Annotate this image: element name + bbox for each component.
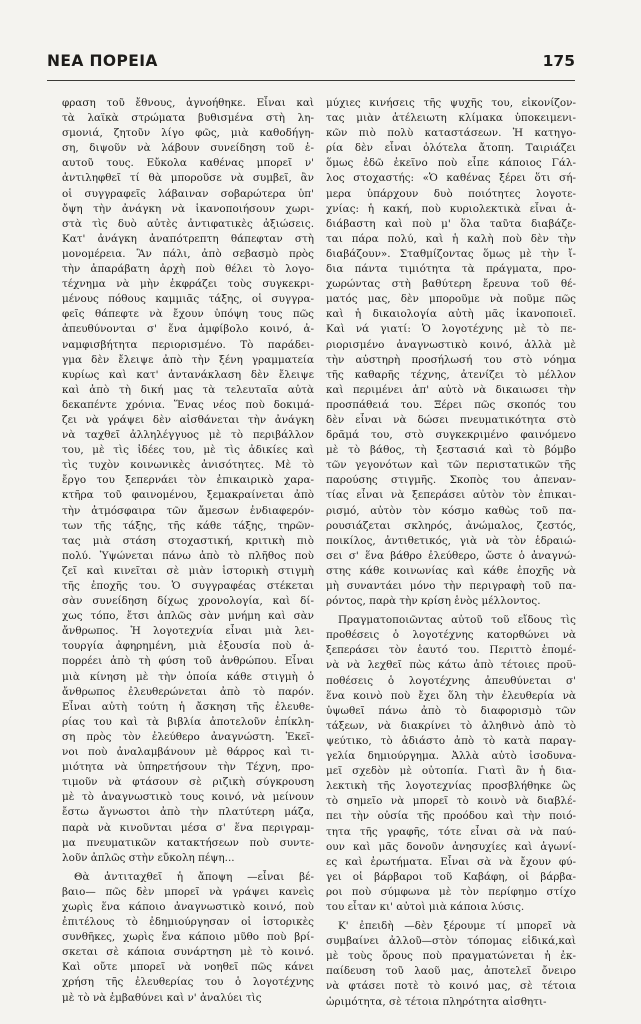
text-line: ἄνθρωπος ἐλευθερώνεται ἀπὸ τὸ παρόν. bbox=[62, 685, 314, 698]
text-line: μὴ συναντάει μόνο τὴν περιγραφὴ τοῦ πα- bbox=[326, 580, 576, 592]
text-line: ἀπευθύνονται σ' ἕνα ἀμφίβολο κοινό, ἀ- bbox=[62, 323, 314, 336]
text-line: μονομέρεια. Ἂν πάλι, ἀπὸ σεβασμὸ πρὸς bbox=[62, 247, 314, 260]
text-line: μύχιες κινήσεις τῆς ψυχῆς του, εἰκονίζον- bbox=[326, 97, 576, 109]
text-line: ἄνθρωπος. Ἡ λογοτεχνία εἶναι μιὰ λει- bbox=[62, 625, 314, 638]
text-line: ρία δὲν εἶναι ὁλότελα ἄτοπη. Ταιριάζει bbox=[326, 142, 576, 155]
text-line: δια πάντα τιμιότητα τὰ πράγματα, προ- bbox=[326, 263, 576, 276]
right-column bbox=[326, 96, 576, 1010]
text-line: ὅμως ἐδῶ ἐκεῖνο ποὺ εἶπε κάποιος Γάλ- bbox=[326, 157, 576, 170]
text-line: καὶ ἀπὸ τὴ δική μας τὰ τελευταῖα αὐτὰ bbox=[62, 383, 314, 396]
text-line: προσπάθειά του. Ξέρει πῶς σκοπός του bbox=[326, 398, 576, 411]
text-line: κῶν πιὸ πολὺ καταστάσεων. Ἡ κατηγο- bbox=[326, 127, 576, 140]
header-rule bbox=[47, 80, 575, 81]
text-line: τῆς ἐποχῆς του. Ὁ συγγραφέας στέκεται bbox=[62, 580, 314, 592]
text-line: ποθέσεις ὁ λογοτέχνης ἀπευθύνεται σ' bbox=[326, 674, 576, 687]
text-line: μένους πόθους καμμιᾶς τάξης, οἱ συγγρα- bbox=[62, 293, 314, 306]
text-line: λεκτικὴ τῆς λογοτεχνίας προσβλήθηκε ὣς bbox=[326, 780, 576, 793]
text-line: φεῖς θάπεφτε νὰ ἔχουν ὑπόψη τους πῶς bbox=[62, 308, 314, 321]
text-line: νοι ποὺ ἀναλαμβάνουν μὲ θάρρος καὶ τι- bbox=[62, 746, 314, 759]
text-line: μιὰ κίνηση μὲ τὴν ὁποία κάθε στιγμὴ ὁ bbox=[62, 670, 314, 683]
text-line: του εἶταν κι' αὐτοὶ μιὰ κάποια λύσις. bbox=[326, 900, 525, 913]
text-line: στης κάθε κοινωνίας καὶ κάθε ἐποχῆς νὰ bbox=[326, 564, 576, 577]
text-line: πορρέει ἀπὸ τὴ φύση τοῦ ἀνθρώπου. Εἶναι bbox=[62, 655, 314, 668]
text-line: ες καὶ ἐρωτήματα. Εἶναι σὰ νὰ ἔχουν φύ- bbox=[326, 855, 576, 868]
text-line: Καὶ οὔτε μπορεῖ νὰ νοηθεῖ πῶς κάνει bbox=[62, 961, 314, 974]
text-line: δεκαπέντε χρόνια. Ἕνας νέος ποὺ δοκιμά- bbox=[62, 398, 314, 411]
text-line: τιμοῦν νὰ φτάσουν σὲ ριζικὴ σύγκρουση bbox=[62, 776, 314, 789]
text-line: των τῆς τάξης, τῆς κάθε τάξης, τηρῶν- bbox=[62, 519, 314, 532]
text-line: ουν καὶ μᾶς δονοῦν ἀνησυχίες καὶ ἀγωνί- bbox=[326, 840, 576, 853]
text-line: συνθῆκες, χωρὶς ἕνα κάποιο μῦθο ποὺ βρί- bbox=[62, 931, 314, 944]
journal-title: ΝΕΑ ΠΟΡΕΙΑ bbox=[47, 52, 158, 70]
text-line: παρὰ νὰ κινοῦνται μέσα σ' ἕνα περιγραμ- bbox=[62, 821, 314, 834]
text-line: ροι ποὺ σύμφωνα μὲ τὸν περίφημο στίχο bbox=[326, 885, 576, 898]
text-line: φραση τοῦ ἔθνους, ἀγνοήθηκε. Εἶναι καὶ bbox=[62, 97, 314, 109]
text-line: τὴν ἀτμόσφαιρα τῶν ἄμεσων ἐνδιαφερόν- bbox=[62, 504, 314, 517]
text-line: σὰν συνείδηση δίχως χρονολογία, καὶ δί- bbox=[62, 595, 314, 608]
text-line: κτῆρα τοῦ φαινομένου, ξεμακραίνεται ἀπὸ bbox=[62, 489, 314, 502]
text-line: δὲν εἶναι νὰ δώσει πνευματικότητα στὸ bbox=[326, 413, 576, 426]
text-line: ὡριμότητα, σὲ τέτοια πληρότητα αἰσθητι- bbox=[326, 995, 547, 1008]
text-line: ματός μας, δὲν μποροῦμε νὰ ποῦμε πῶς bbox=[326, 293, 576, 306]
text-line: γει οἱ βάρβαροι τοῦ Καβάφη, οἱ βάρβα- bbox=[326, 870, 576, 883]
page-number: 175 bbox=[542, 52, 575, 70]
left-column bbox=[62, 96, 314, 1006]
text-line: ξεπεράσει τὸν ἑαυτό του. Περιττὸ ἐπομέ- bbox=[326, 644, 576, 657]
text-line: ἐπιτέλους τὸ ἐδημιούργησαν οἱ ἱστορικὲς bbox=[62, 916, 314, 929]
text-line: ζει νὰ γράψει δὲν αἰσθάνεται τὴν ἀνάγκη bbox=[62, 413, 314, 426]
text-line: τὸ σημεῖο νὰ μπορεῖ τὸ κοινὸ νὰ διαβλέ- bbox=[326, 795, 576, 808]
text-line: ρίας του καὶ τὰ βιβλία ἀποτελοῦν ἐπίκλη- bbox=[62, 715, 314, 728]
text-line: τας μιὰν ἀτέλειωτη κλίμακα ὑποκειμενι- bbox=[326, 112, 576, 125]
text-line: τὴν αὐστηρὴ προσήλωσή του στὸ νόημα bbox=[326, 353, 576, 366]
text-line: Κατ' ἀνάγκη ἀναπότρεπτη θάπεφταν στὴ bbox=[62, 232, 314, 245]
text-line: μὲ τὸ βάθος, τὴ ξεστασιά καὶ τὸ βόμβο bbox=[326, 444, 576, 457]
text-line: ριορισμένο ἀναγνωστικὸ κοινό, ἀλλὰ μὲ bbox=[326, 338, 576, 351]
paragraph bbox=[326, 613, 576, 915]
text-line: παίδευση τοῦ λαοῦ μας, ἀποτελεῖ ὄνειρο bbox=[326, 965, 576, 978]
text-line: σει σ' ἕνα βάθρο ἐλεύθερο, ὥστε ὁ ἀναγνώ- bbox=[326, 549, 576, 562]
text-line: κυρίως καὶ κατ' ἀντανάκλαση δὲν ἔλειψε bbox=[62, 368, 314, 381]
text-line: πολύ. Ὑψώνεται πάνω ἀπὸ τὸ πλῆθος ποὺ bbox=[62, 549, 314, 562]
text-line: τητα τῆς γραφῆς, τότε εἶναι σὰ νὰ παύ- bbox=[326, 825, 576, 838]
text-line: ὄψη τὴν ἀνάγκη νὰ ἱκανοποιήσουν χωρι- bbox=[62, 202, 314, 215]
text-line: τῶν γεγονότων καὶ τῶν περιστατικῶν τῆς bbox=[326, 459, 576, 472]
text-line: τέχνημα νὰ μὴν ἐκφράζει τοὺς συγκεκρι- bbox=[62, 278, 314, 291]
text-line: προθέσεις ὁ λογοτέχνης κατορθώνει νὰ bbox=[326, 629, 576, 642]
paragraph bbox=[62, 870, 314, 1006]
text-line: Θὰ ἀντιταχθεῖ ἡ ἄποψη —εἶναι βέ- bbox=[74, 870, 314, 883]
text-line: ση, διψοῦν νὰ λάβουν συνείδηση τοῦ ἑ- bbox=[62, 142, 314, 155]
text-line: ναμφισβήτητα περιορισμένο. Τὸ παράδει- bbox=[62, 338, 314, 351]
text-line: καὶ περιμένει ἀπ' αὐτὸ νὰ δικαιωσει τὴν bbox=[326, 383, 576, 396]
text-line: γμα δὲν ἔλειψε ἀπὸ τὴν ξένη γραμματεία bbox=[62, 353, 314, 366]
paragraph bbox=[62, 96, 314, 866]
text-line: μερα ὑπάρχουν δυὸ ποιότητες λογοτε- bbox=[326, 187, 576, 200]
text-line: τίας εἶναι νὰ ξεπεράσει αὐτὸν τὸν ἐπικαι- bbox=[326, 489, 576, 502]
text-line: τὴν ἀπαράβατη ἀρχὴ ποὺ θέλει τὸ λογο- bbox=[62, 263, 314, 276]
text-line: τουργία ἀφηρημένη, μιὰ ἐξουσία ποὺ ἀ- bbox=[62, 640, 314, 653]
text-line: του, μὲ τὶς ἰδέες του, μὲ τὶς ἀδικίες καὶ bbox=[62, 444, 314, 457]
text-line: παρούσης στιγμῆς. Σκοπὸς του ἀπεναν- bbox=[326, 474, 576, 487]
text-line: συμβαίνει ἀλλοῦ—στὸν τόπομας εἰδικά,καὶ bbox=[326, 935, 576, 948]
text-line: μὲ τὸ ἀναγνωστικὸ τους κοινό, νὰ μείνουν bbox=[62, 791, 314, 804]
text-line: χωρὶς ἕνα κάποιο ἀναγνωστικὸ κοινό, ποὺ bbox=[62, 900, 314, 913]
text-line: Εἶναι αὐτὴ τούτη ἡ ἄσκηση τῆς ἐλευθε- bbox=[62, 700, 314, 713]
text-line: ται πάρα πολύ, καὶ ἡ καλὴ ποὺ δὲν τὴν bbox=[326, 232, 576, 245]
text-line: μα πνευματικῶν κατακτήσεων ποὺ συντε- bbox=[62, 836, 314, 849]
text-line: χωρώντας στὴ βαθύτερη ἔρευνα τοῦ θέ- bbox=[326, 278, 576, 291]
text-line: χρήση τῆς ἐλευθερίας του ὁ λογοτέχνης bbox=[62, 976, 314, 989]
text-line: στὰ τὶς δυὸ αὐτὲς ἀντιφατικὲς ἀξιώσεις. bbox=[62, 217, 314, 230]
text-line: αυτοῦ τους. Εὔκολα καθένας μπορεῖ ν' bbox=[62, 157, 314, 170]
text-line: τας μιὰ στάση στοχαστική, κριτικὴ πιὸ bbox=[62, 534, 314, 547]
text-line: ἔργο του ξεπερνάει τὸν ἐπικαιρικὸ χαρα- bbox=[62, 474, 314, 487]
text-line: βαιο— πῶς δὲν μπορεῖ νὰ γράψει κανεὶς bbox=[62, 885, 314, 898]
text-line: χνίας: ἡ κακή, ποὺ κυριολεκτικὰ εἶναι ἀ- bbox=[326, 202, 576, 215]
text-line: ρόντος, παρὰ τὴν κρίση ἑνὸς μέλλοντος. bbox=[326, 595, 541, 608]
text-line: νὰ ταχθεῖ ἀλληλέγγυος μὲ τὸ περιβάλλον bbox=[62, 429, 314, 442]
text-line: ρουσιάζεται σκληρός, ἀνώμαλος, ζεστός, bbox=[326, 519, 576, 532]
text-line: σκεται σὲ κάποια συνάρτηση μὲ τὸ κοινό. bbox=[62, 946, 314, 959]
text-line: νὰ φτάσει ποτὲ τὸ κοινό μας, σὲ τέτοια bbox=[326, 980, 576, 993]
text-line: λοῦν ἀπλῶς στὴν εὔκολη πέψη... bbox=[62, 851, 235, 864]
text-line: ἔστω ἄγνωστοι ἀπὸ τὴν πλατύτερη μάζα, bbox=[62, 806, 314, 819]
text-line: μὲ τοὺς ὅρους ποὺ πραγματώνεται ἡ ἐκ- bbox=[326, 950, 576, 963]
text-line: ἀντιληφθεῖ τί θὰ μποροῦσε νὰ συμβεῖ, ἂν bbox=[62, 172, 314, 185]
text-line: Καὶ νά γιατί: Ὁ λογοτέχνης μὲ τὸ πε- bbox=[326, 323, 576, 336]
text-line: διάβαστη καὶ ποὺ μ' ὅλα ταῦτα διαβάζε- bbox=[326, 217, 576, 230]
paragraph bbox=[326, 96, 576, 609]
text-line: γελία δημιούργημα. Ἀλλὰ αὐτὸ ἰσοδυνα- bbox=[326, 750, 576, 763]
text-line: ὑψωθεῖ πάνω ἀπὸ τὸ διαφορισμὸ τῶν bbox=[326, 704, 576, 717]
text-line: οἱ συγγραφεῖς λάβαιναν σοβαρώτερα ὑπ' bbox=[62, 187, 314, 200]
text-line: δρᾶμά του, στὸ συγκεκριμένο φαινόμενο bbox=[326, 429, 576, 442]
text-line: μεῖ σχεδὸν μὲ οὐτοπία. Γιατὶ ἂν ἡ δια- bbox=[326, 765, 576, 778]
text-line: τάξεων, νὰ διακρίνει τὸ ἀληθινὸ ἀπὸ τὸ bbox=[326, 719, 576, 732]
text-line: ἕνα κοινὸ ποὺ ἔχει ὅλη τὴν ἐλευθερία νὰ bbox=[326, 689, 576, 702]
text-line: τῆς καθαρῆς τέχνης, ἀτενίζει τὸ μέλλον bbox=[326, 368, 576, 381]
text-line: ρισμό, αὐτὸν τὸν κόσμο καθὼς τοῦ πα- bbox=[326, 504, 576, 517]
text-line: ζεῖ καὶ κινεῖται σὲ μιὰν ἱστορικὴ στιγμὴ bbox=[62, 564, 314, 577]
text-line: σμονιά, ζητοῦν λίγο φῶς, μιὰ καθοδήγη- bbox=[62, 127, 314, 140]
text-line: τὰ λαϊκὰ στρώματα βυθισμένα στὴ λη- bbox=[62, 112, 314, 125]
text-line: καὶ ἡ δικαιολογία αὐτὴ μᾶς ἱκανοποιεῖ. bbox=[326, 308, 576, 321]
text-line: νὰ νὰ λεχθεῖ πὼς κάτω ἀπὸ τέτοιες προϋ- bbox=[326, 659, 576, 672]
text-line: ποικίλος, ἀντιθετικός, γιὰ νὰ τὸν ἑδραιώ- bbox=[326, 534, 576, 547]
paragraph bbox=[326, 919, 576, 1010]
text-line: Πραγματοποιῶντας αὐτοῦ τοῦ εἴδους τὶς bbox=[338, 614, 576, 627]
text-line: ψεύτικο, τὸ ἀδιάστο ἀπὸ τὸ κατὰ παραγ- bbox=[326, 734, 576, 747]
text-line: μὲ τὸ νὰ ἐμβαθύνει καὶ ν' ἀναλύει τὶς bbox=[62, 991, 262, 1004]
text-line: διαβάζουν». Σταθμίζοντας ὅμως μὲ τὴν ἴ- bbox=[326, 247, 576, 260]
text-line: τὶς τυχὸν κοινωνικὲς ἀνισότητες. Μὲ τὸ bbox=[62, 459, 314, 472]
page-header bbox=[47, 52, 575, 76]
text-line: πει τὴν οὐσία τῆς προόδου καὶ τὴν ποιό- bbox=[326, 810, 576, 823]
text-line: λος στοχαστής: «Ὁ καθένας ξέρει ὅτι σή- bbox=[326, 172, 576, 185]
text-line: χως τόπο, ἔτσι ἁπλῶς σὰν μνήμη καὶ σὰν bbox=[62, 610, 314, 623]
text-line: Κ' ἐπειδὴ —δὲν ξέρουμε τί μπορεῖ νὰ bbox=[338, 920, 576, 933]
text-line: ση πρὸς τὸν ἐλεύθερο ἀναγνώστη. Ἐκεῖ- bbox=[62, 730, 314, 743]
text-line: μιότητα νὰ ὑπηρετήσουν τὴν Τέχνη, προ- bbox=[62, 761, 314, 774]
